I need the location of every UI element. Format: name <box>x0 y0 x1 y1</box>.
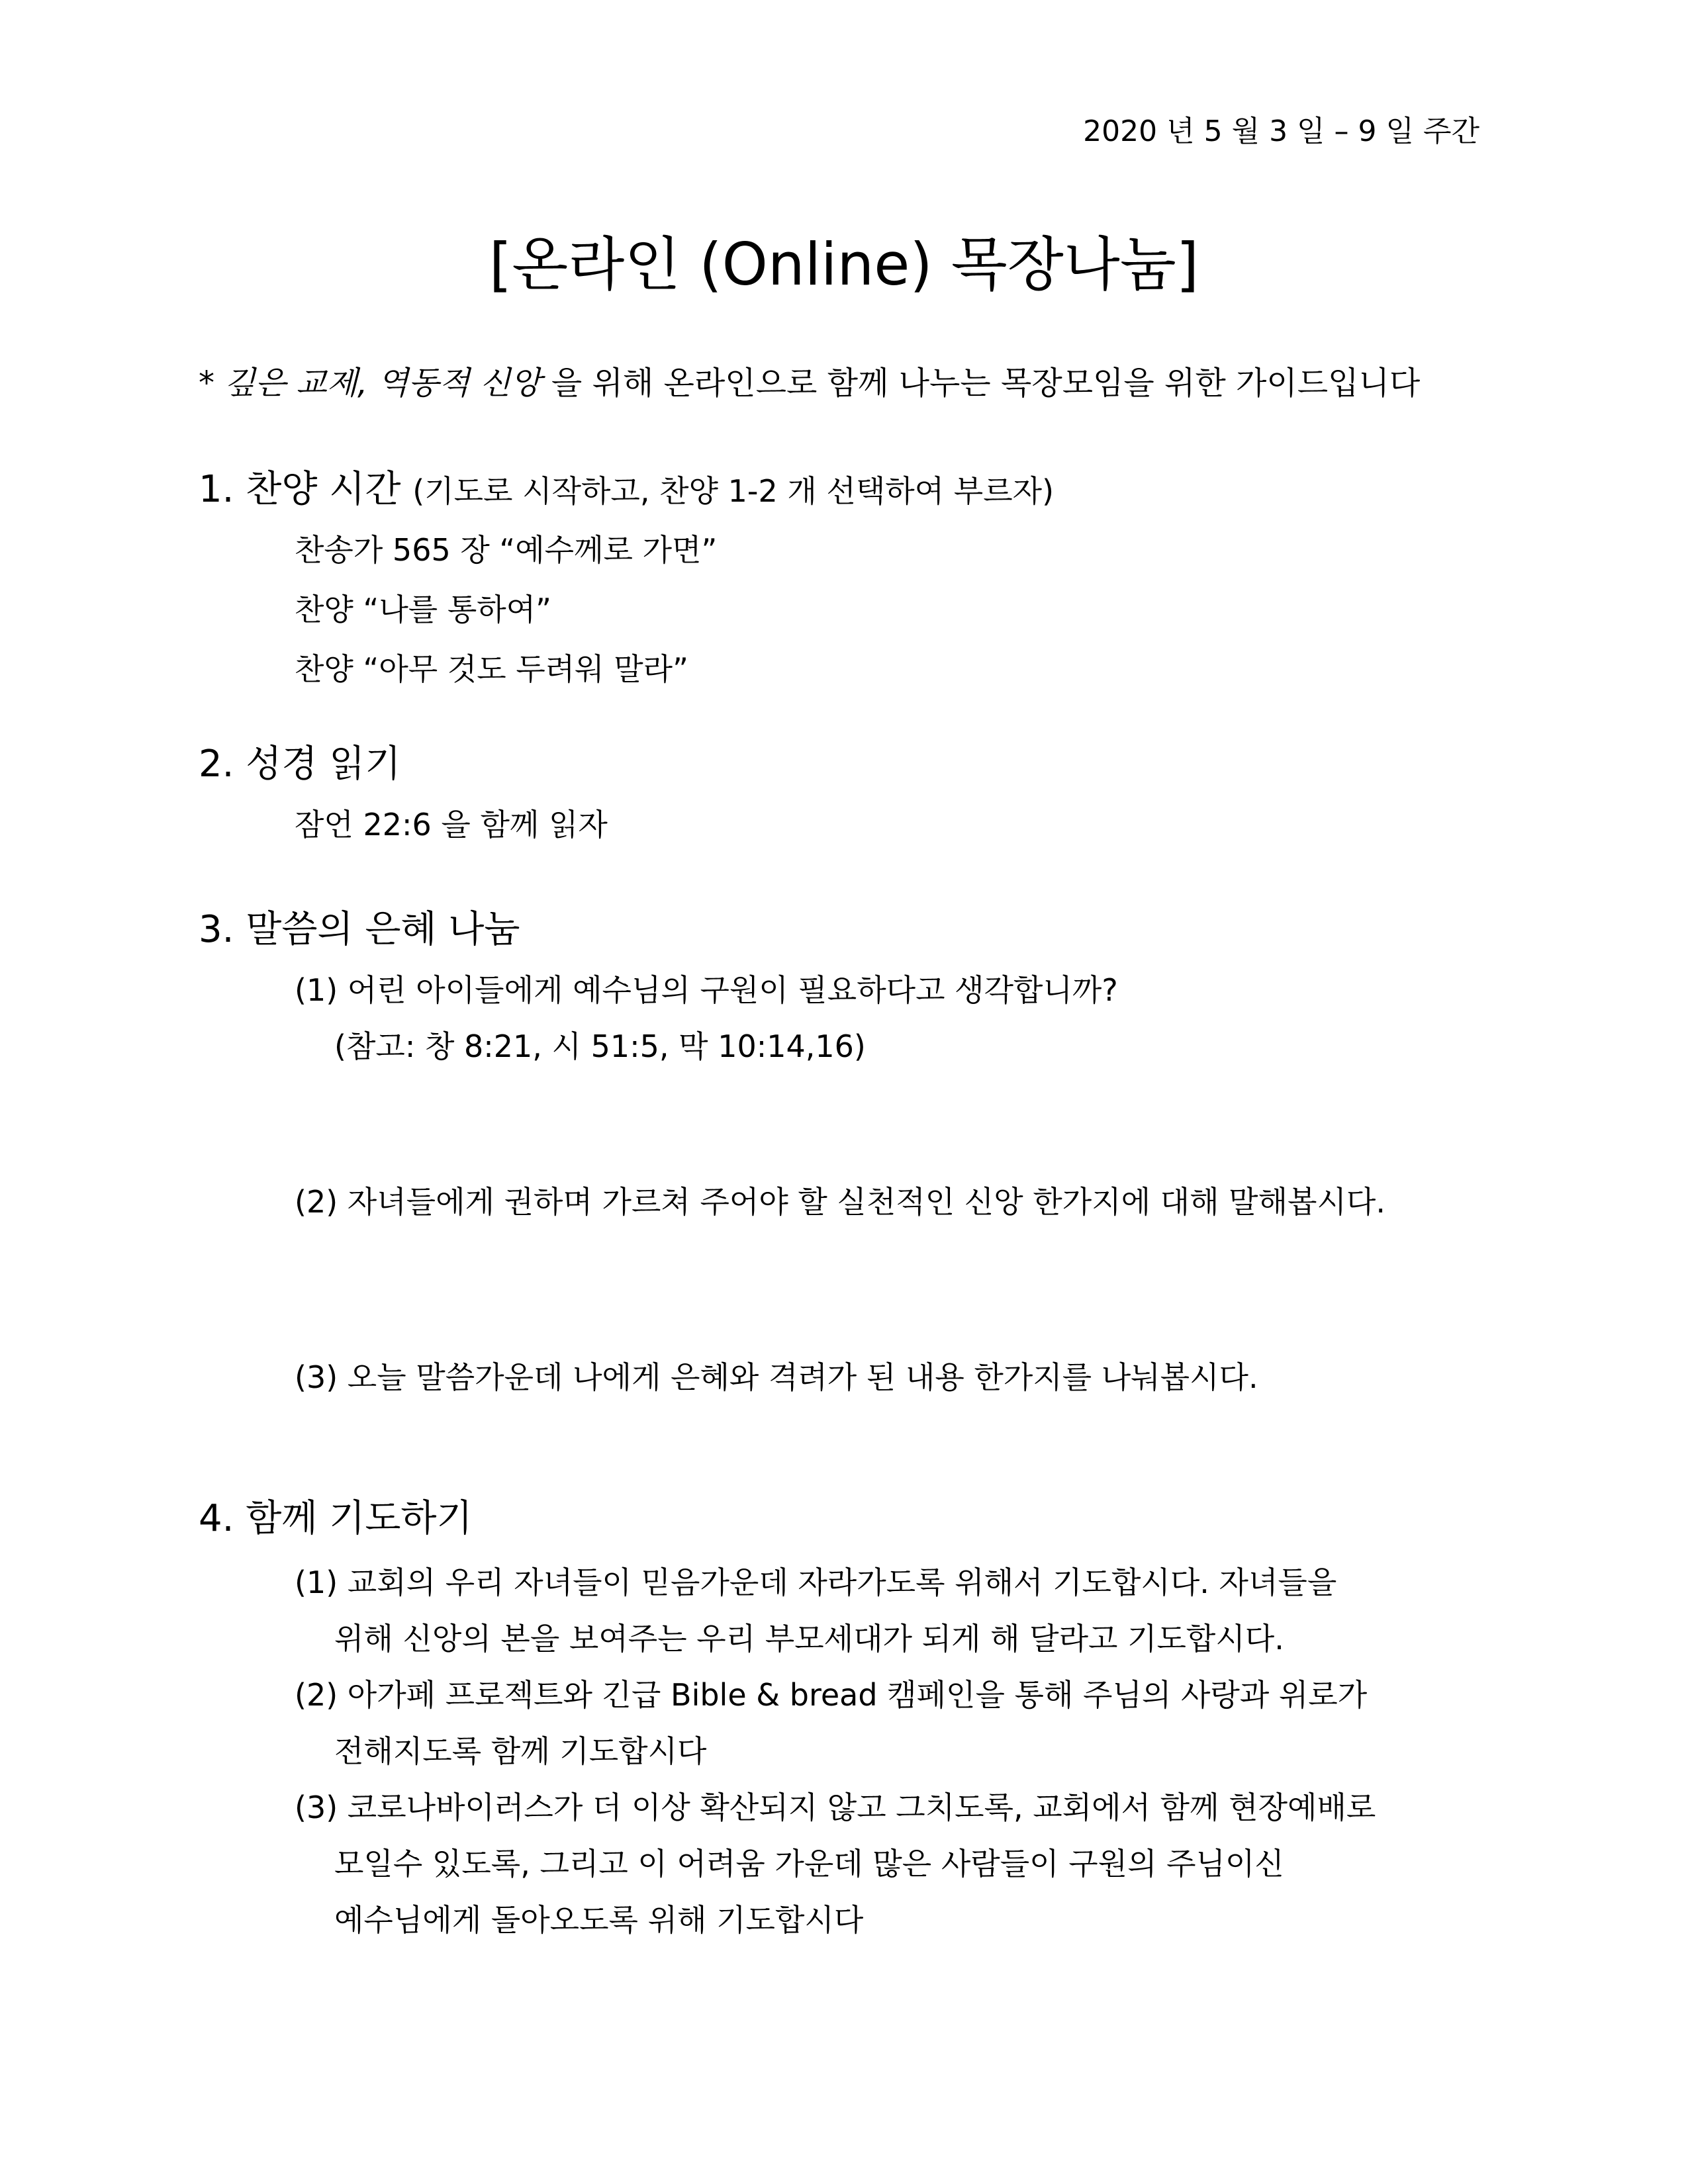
praise-item: 찬송가 565 장 “예수께로 가면” <box>295 532 718 568</box>
document-title: [온라인 (Online) 목장나눔] <box>489 230 1199 298</box>
sharing-question-3: (3) 오늘 말씀가운데 나에게 은혜와 격려가 된 내용 한가지를 나눠봅시다. <box>295 1359 1258 1395</box>
praise-note: (기도로 시작하고, 찬양 1-2 개 선택하여 부르자) <box>412 473 1055 509</box>
sharing-question-1: (1) 어린 아이들에게 예수님의 구원이 필요하다고 생각합니까? <box>295 972 1118 1008</box>
section-bible-heading: 2. 성경 읽기 <box>199 743 401 786</box>
section-sharing-heading: 3. 말씀의 은혜 나눔 <box>199 908 520 951</box>
prayer-item-2: (2) 아가페 프로젝트와 긴급 Bible & bread 캠페인을 통해 주님의 사랑과 위로가 <box>295 1677 1368 1713</box>
prayer-item-3: (3) 코로나바이러스가 더 이상 확산되지 않고 그치도록, 교회에서 함께 현장예배로 <box>295 1790 1376 1825</box>
week-date: 2020 년 5 월 3 일 – 9 일 주간 <box>1083 114 1479 148</box>
prayer-item-3-cont: 모일수 있도록, 그리고 이 어려움 가운데 많은 사람들이 구원의 주님이신 <box>334 1846 1284 1882</box>
praise-item: 찬양 “나를 통하여” <box>295 592 551 627</box>
intro-star: * <box>199 365 214 402</box>
prayer-item-1: (1) 교회의 우리 자녀들이 믿음가운데 자라가도록 위해서 기도합시다. 자녀들을 <box>295 1565 1337 1600</box>
sharing-question-2: (2) 자녀들에게 권하며 가르쳐 주어야 할 실천적인 신앙 한가지에 대해 말해봅시다. <box>295 1184 1385 1220</box>
section-praise-heading <box>199 460 1054 513</box>
section-prayer-heading: 4. 함께 기도하기 <box>199 1497 473 1540</box>
intro-text: 을 위해 온라인으로 함께 나누는 목장모임을 위한 가이드입니다 <box>541 365 1421 402</box>
bible-item: 잠언 22:6 을 함께 읽자 <box>295 807 608 842</box>
intro-line <box>199 357 1420 403</box>
praise-heading-text: 1. 찬양 시간 <box>199 468 401 511</box>
prayer-item-3-cont: 예수님에게 돌아오도록 위해 기도합시다 <box>334 1902 864 1938</box>
praise-item: 찬양 “아무 것도 두려워 말라” <box>295 651 688 687</box>
sharing-question-1-ref: (참고: 창 8:21, 시 51:5, 막 10:14,16) <box>334 1028 866 1064</box>
prayer-item-1-cont: 위해 신앙의 본을 보여주는 우리 부모세대가 되게 해 달라고 기도합시다. <box>334 1621 1284 1657</box>
intro-emphasis: 깊은 교제, 역동적 신앙 <box>224 365 541 402</box>
prayer-item-2-cont: 전해지도록 함께 기도합시다 <box>334 1733 707 1769</box>
